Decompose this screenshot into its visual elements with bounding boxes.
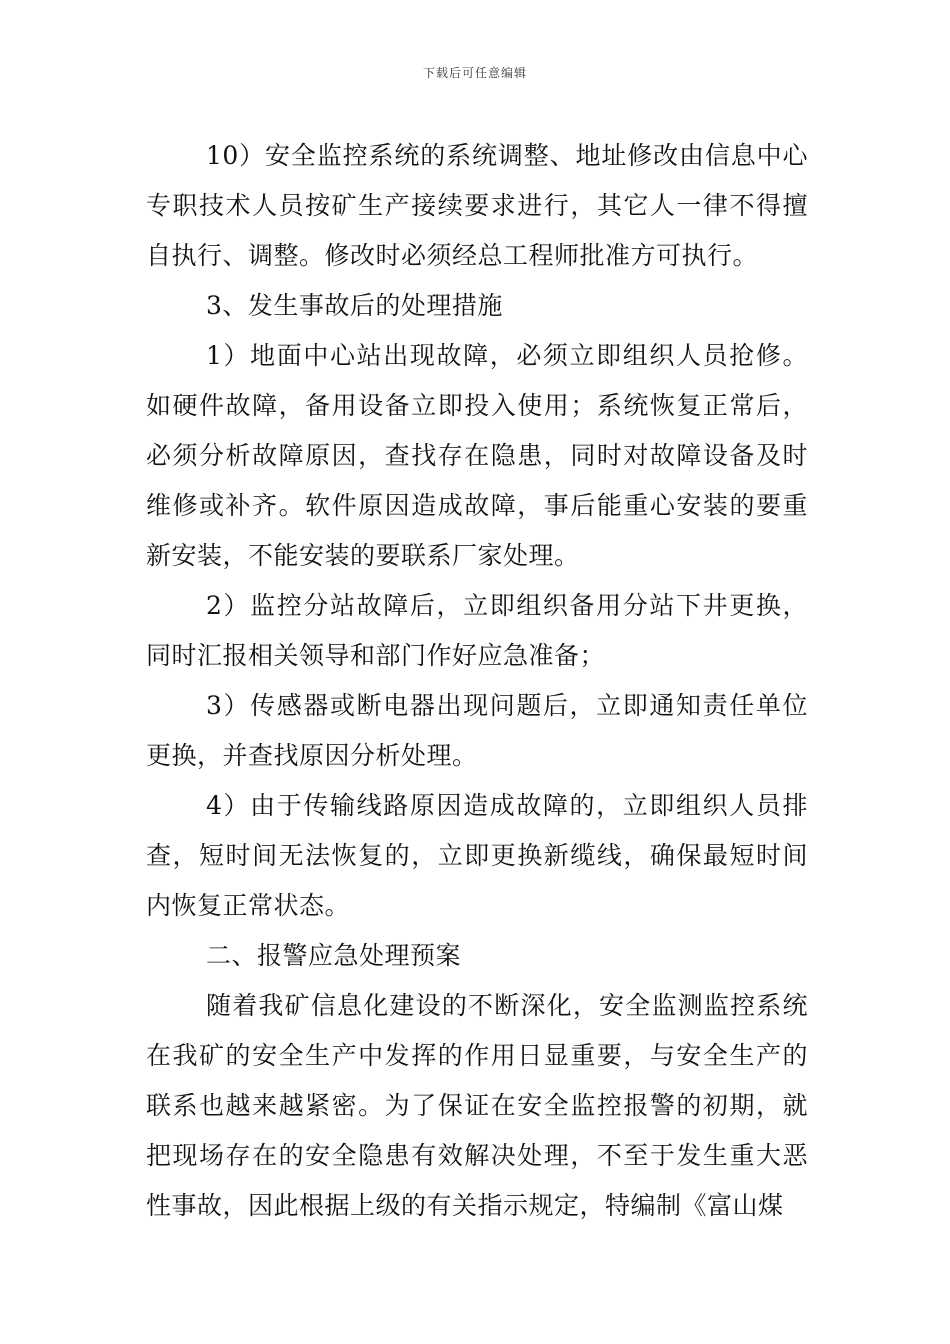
paragraph-system-adjustment: 10）安全监控系统的系统调整、地址修改由信息中心专职技术人员按矿生产接续要求进行，其它人一律不得擅自执行、调整。修改时必须经总工程师批准方可执行。	[146, 141, 808, 270]
page-header: 下载后可任意编辑	[422, 66, 527, 80]
document-body	[146, 131, 808, 1231]
paragraph-sensor-problem: 3）传感器或断电器出现问题后，立即通知责任单位更换，并查找原因分析处理。	[146, 691, 808, 770]
section-heading-accident-measures: 3、发生事故后的处理措施	[206, 291, 503, 320]
paragraph-center-station-fault: 1）地面中心站出现故障，必须立即组织人员抢修。如硬件故障，备用设备立即投入使用；系统恢复正常后，必须分析故障原因，查找存在隐患，同时对故障设备及时维修或补齐。软件原因造成故障，事后能重心安装的要重新安装，不能安装的要联系厂家处理。	[146, 341, 808, 570]
paragraph-alarm-plan-intro: 随着我矿信息化建设的不断深化，安全监测监控系统在我矿的安全生产中发挥的作用日显重要，与安全生产的联系也越来越紧密。为了保证在安全监控报警的初期，就把现场存在的安全隐患有效解决处理，不至于发生重大恶性事故，因此根据上级的有关指示规定，特编制《富山煤	[146, 991, 808, 1220]
paragraph-transmission-line-fault: 4）由于传输线路原因造成故障的，立即组织人员排查，短时间无法恢复的，立即更换新缆线，确保最短时间内恢复正常状态。	[146, 791, 808, 920]
paragraph-substation-fault: 2）监控分站故障后，立即组织备用分站下井更换，同时汇报相关领导和部门作好应急准备；	[146, 591, 808, 670]
section-heading-alarm-plan: 二、报警应急处理预案	[206, 941, 462, 970]
